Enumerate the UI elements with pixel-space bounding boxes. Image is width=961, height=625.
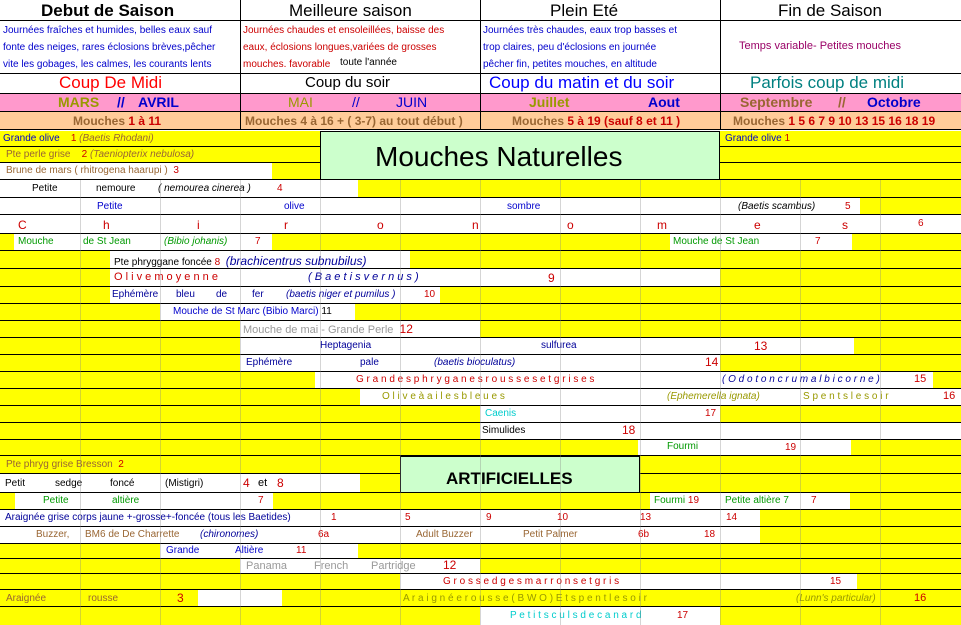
- nat-6-num: 6: [918, 218, 924, 229]
- nat-18-name: Simulides: [482, 425, 526, 436]
- art-3-fourmi: Fourmi: [654, 495, 686, 506]
- nat-6-l3: r: [284, 218, 288, 232]
- nat-11-num: 11: [321, 306, 332, 317]
- nat-8-name: Pte phryggane foncée: [114, 257, 212, 268]
- nat-6-l5: n: [472, 218, 479, 232]
- nat-15-latin: ( O d o t o n c r u m a l b i c o r n e ): [722, 374, 880, 385]
- flies-debut-nums: 1 à 11: [128, 114, 162, 128]
- art-2-w4: (Mistigri): [165, 478, 204, 489]
- month-juin: JUIN: [396, 94, 428, 110]
- nat-16-num: 16: [943, 390, 956, 402]
- flies-meilleure: Mouches 4 à 16 + ( 3-7) au tout début ): [245, 114, 463, 128]
- art-9-w2: rousse: [88, 593, 119, 604]
- nat-16-spents: S p e n t s l e s o i r: [803, 391, 889, 402]
- nat-10-latin: (baetis niger et pumilus ): [286, 289, 396, 300]
- nat-4-num: 4: [277, 183, 283, 194]
- coup-fin: Parfois coup de midi: [750, 73, 905, 92]
- nat-5-w1: Petite: [97, 201, 123, 212]
- month-mai: MAI: [288, 94, 313, 110]
- nat-6-l9: s: [842, 218, 848, 232]
- art-4-n5: 14: [726, 512, 738, 523]
- nat-18-num: 18: [622, 423, 636, 437]
- season-meilleure: Meilleure saison: [289, 1, 412, 20]
- nat-13-num: 13: [754, 339, 768, 353]
- art-4-name: Araignée grise corps jaune +-grosse+-foncée (tous les Baetides): [5, 512, 291, 523]
- nat-11-name: Mouche de St Marc (Bibio Marci): [173, 306, 319, 317]
- month-octobre: Octobre: [867, 94, 921, 110]
- nat-4-w1: Petite: [32, 183, 58, 194]
- art-2-n1: 4: [243, 476, 250, 490]
- flies-fin-nums: 1 5 6 7 9 10 13 15 16 18 19: [788, 114, 936, 128]
- art-9-long: A r a i g n é e r o u s s e ( B W O ) E t s p e n t l e s o i r: [403, 593, 647, 604]
- nat-2-name: Pte perle grise: [6, 149, 71, 160]
- flies-plein-post: (sauf 8 et 11 ): [600, 114, 681, 128]
- art-10-name: P e t i t s c u l s d e c a n a r d: [510, 610, 642, 621]
- nat-5-w2: olive: [284, 201, 305, 212]
- art-5-latin: (chironomes): [200, 529, 259, 540]
- nat-1-right-name: Grande olive: [725, 133, 782, 144]
- nat-14-w1: Ephémère: [246, 357, 293, 368]
- nat-1-latin: (Baetis Rhodani): [79, 133, 154, 144]
- art-4-n2: 9: [486, 512, 492, 523]
- art-2-n2: 8: [277, 476, 284, 490]
- nat-1-num: 1: [70, 133, 77, 144]
- desc-meilleure-1: Journées chaudes et ensoleillées, baisse des: [243, 25, 445, 36]
- nat-10-w4: fer: [252, 289, 264, 300]
- nat-14-w2: pale: [360, 357, 379, 368]
- art-9-latin: (Lunn's particular): [796, 593, 876, 604]
- nat-1-right-num: 1: [784, 133, 791, 144]
- art-7-w2: French: [314, 560, 349, 572]
- nat-6-l8: e: [754, 218, 761, 232]
- nat-9-latin: ( B a e t i s v e r n u s ): [308, 271, 419, 283]
- nat-17-name: Caenis: [485, 408, 517, 419]
- art-7-w3: Partridge: [371, 560, 416, 572]
- nat-5-num: 5: [845, 201, 851, 212]
- nat-7-latin: (Bibio johanis): [164, 236, 228, 247]
- art-3-num: 7: [258, 495, 264, 506]
- coup-debut: Coup De Midi: [59, 73, 162, 92]
- art-1-name: Pte phryg grise Bresson: [6, 459, 113, 470]
- art-4-n0: 1: [331, 512, 337, 523]
- nat-6-l1: h: [103, 218, 110, 232]
- nat-8-latin: (brachicentrus subnubilus): [225, 254, 367, 268]
- nat-4-w2: nemoure: [96, 183, 136, 194]
- desc-meilleure-3: mouches. favorable: [243, 59, 331, 70]
- art-7-w1: Panama: [246, 560, 287, 572]
- nat-10-w3: de: [216, 289, 228, 300]
- nat-19-name: Fourmi: [667, 441, 699, 452]
- nat-7-right: Mouche de St Jean: [673, 236, 760, 247]
- nat-6-l6: o: [567, 218, 574, 232]
- desc-plein-2: trop claires, peu d'éclosions en journée: [483, 42, 657, 53]
- art-3-fnum: 19: [687, 495, 700, 506]
- art-5-w2: BM6 de De Charrette: [85, 529, 180, 540]
- month-sep-2: //: [352, 94, 360, 110]
- nat-6-l2: i: [197, 218, 200, 232]
- art-3-w2: altière: [112, 495, 140, 506]
- art-4-n1: 5: [405, 512, 411, 523]
- nat-6-l7: m: [657, 218, 667, 232]
- desc-plein-1: Journées très chaudes, eaux trop basses et: [483, 25, 678, 36]
- nat-10-w1: Ephémère: [112, 289, 159, 300]
- nat-6-l0: C: [18, 218, 27, 232]
- art-2-w1: Petit: [5, 478, 26, 489]
- nat-12-name: Mouche de mai - Grande Perle: [243, 324, 394, 336]
- nat-7-w2: de St Jean: [83, 236, 131, 247]
- desc-plein-3: pêcher fin, petites mouches, en altitude: [483, 59, 657, 70]
- desc-meilleure-2: eaux, éclosions longues,variées de grosses: [243, 42, 437, 53]
- nat-15-num: 15: [914, 373, 927, 385]
- art-10-num: 17: [677, 610, 689, 621]
- art-1-num: 2: [118, 459, 124, 470]
- art-5-n1: 6a: [318, 529, 330, 540]
- coup-meilleure: Coup du soir: [305, 74, 391, 91]
- nat-13-w2: sulfurea: [541, 340, 577, 351]
- nat-7-w1: Mouche: [18, 236, 54, 247]
- art-9-w1: Araignée: [6, 593, 47, 604]
- nat-13-w1: Heptagenia: [320, 340, 372, 351]
- nat-8-num: 8: [214, 257, 221, 268]
- art-3-pnum: 7: [811, 495, 817, 506]
- nat-1-name: Grande olive: [3, 133, 60, 144]
- nat-3-name: Brune de mars ( rhitrogena haarupi ): [6, 165, 168, 176]
- art-9-num: 3: [177, 591, 184, 605]
- title-naturelles: Mouches Naturelles: [375, 141, 623, 172]
- month-juillet: Juillet: [529, 94, 570, 110]
- desc-debut-2: fonte des neiges, rares éclosions brèves,pêcher: [3, 42, 216, 53]
- nat-17-num: 17: [705, 408, 717, 419]
- art-6-w1: Grande: [166, 545, 200, 556]
- nat-2-latin: (Taeniopterix nebulosa): [89, 149, 195, 160]
- desc-meilleure-4: toute l'année: [340, 57, 397, 68]
- art-8-num: 15: [830, 576, 842, 587]
- coup-plein: Coup du matin et du soir: [489, 73, 675, 92]
- art-5-palmer: Petit Palmer: [523, 529, 578, 540]
- nat-14-latin: (baetis bioculatus): [434, 357, 516, 368]
- nat-5-latin: (Baetis scambus): [738, 201, 816, 212]
- month-avril: AVRIL: [138, 94, 179, 110]
- nat-10-w2: bleu: [176, 289, 195, 300]
- nat-15-name: G r a n d e s p h r y g a n e s r o u s s e s e t g r i s e s: [356, 374, 595, 385]
- flies-debut-pre: Mouches: [73, 114, 129, 128]
- season-fin: Fin de Saison: [778, 1, 882, 20]
- title-artificielles: ARTIFICIELLES: [446, 469, 573, 488]
- month-septembre: Septembre: [740, 94, 813, 110]
- desc-debut-1: Journées fraîches et humides, belles eaux sauf: [3, 25, 213, 36]
- nat-16-name: O l i v e à a i l e s b l e u e s: [382, 391, 505, 402]
- nat-5-w3: sombre: [507, 201, 541, 212]
- art-5-n2: 6b: [638, 529, 650, 540]
- art-3-pa: Petite altière 7: [725, 495, 789, 506]
- flies-plein-nums: 5 à 19: [567, 114, 601, 128]
- art-2-et: et: [258, 477, 268, 489]
- month-sep-1: //: [117, 94, 125, 110]
- nat-19-num: 19: [785, 442, 797, 453]
- nat-10-num: 10: [424, 289, 436, 300]
- nat-9-name: O l i v e m o y e n n e: [114, 271, 218, 283]
- art-2-w2: sedge: [55, 478, 83, 489]
- nat-7-num: 7: [255, 236, 261, 247]
- art-2-w3: foncé: [110, 478, 135, 489]
- art-5-n3: 18: [704, 529, 716, 540]
- art-9-num2: 16: [914, 592, 927, 604]
- nat-16-latin: (Ephemerella ignata): [667, 391, 760, 402]
- art-5-adult: Adult Buzzer: [416, 529, 473, 540]
- month-mars: MARS: [58, 94, 100, 110]
- nat-7-right-num: 7: [815, 236, 821, 247]
- desc-fin: Temps variable- Petites mouches: [739, 40, 902, 52]
- art-6-w2: Altière: [235, 545, 264, 556]
- art-3-w1: Petite: [43, 495, 69, 506]
- nat-14-num: 14: [705, 355, 719, 369]
- art-8-name: G r o s s e d g e s m a r r o n s e t g r i s: [443, 576, 620, 587]
- nat-4-latin: ( nemourea cinerea ): [158, 183, 251, 194]
- art-4-n4: 13: [640, 512, 652, 523]
- season-debut: Debut de Saison: [41, 1, 175, 20]
- flies-fin-pre: Mouches: [733, 114, 789, 128]
- nat-3-num: 3: [173, 165, 179, 176]
- nat-9-num: 9: [548, 271, 555, 285]
- month-sep-4: //: [838, 94, 846, 110]
- art-4-n3: 10: [557, 512, 569, 523]
- nat-2-num: 2: [81, 149, 88, 160]
- nat-12-num: 12: [399, 322, 413, 336]
- season-plein-ete: Plein Eté: [550, 1, 619, 20]
- nat-6-l4: o: [377, 218, 384, 232]
- art-6-num: 11: [296, 545, 307, 556]
- flies-plein-pre: Mouches: [512, 114, 568, 128]
- art-7-num: 12: [443, 558, 457, 572]
- month-aout: Aout: [648, 94, 680, 110]
- art-5-w1: Buzzer,: [36, 529, 70, 540]
- desc-debut-3: vite les gobages, les calmes, les courants lents: [3, 59, 212, 70]
